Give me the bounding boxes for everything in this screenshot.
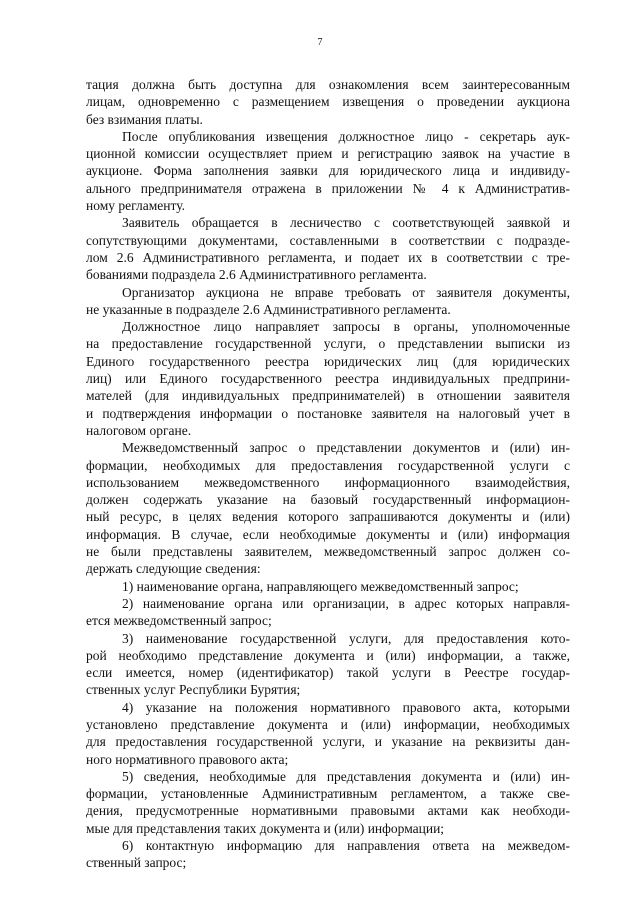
text-line: 6) контактную информацию для направления ответа на межведом- bbox=[122, 838, 570, 854]
text-line: аукционе. Форма заполнения заявки для юридического лица и индивиду- bbox=[86, 163, 570, 179]
text-line: мые для представления таких документа и (или) информации; bbox=[86, 820, 445, 836]
text-line: формации, необходимых для предоставления государственной услуги с bbox=[86, 457, 570, 473]
text-line: ального предпринимателя отражена в приложении № 4 к Административ- bbox=[86, 180, 570, 196]
text-line: лом 2.6 Административного регламента, и подает их в соответствии с тре- bbox=[86, 249, 570, 265]
paragraph bbox=[86, 837, 570, 872]
text-line: ного нормативного правового акта; bbox=[86, 751, 289, 767]
text-line: сопутствующими документами, составленными в соответствии с подразде- bbox=[86, 232, 570, 248]
text-line: 4) указание на положения нормативного правового акта, которыми bbox=[122, 699, 570, 715]
text-line: 2) наименование органа или организации, в адрес которых направля- bbox=[122, 595, 570, 611]
text-line: мателей (для индивидуальных предпринимателей) в отношении заявителя bbox=[86, 388, 570, 404]
text-line: Должностное лицо направляет запросы в органы, уполномоченные bbox=[122, 319, 570, 335]
text-line: ется межведомственный запрос; bbox=[86, 613, 272, 629]
paragraph bbox=[86, 214, 570, 283]
text-line: информация. В случае, если необходимые документы и (или) информация bbox=[86, 526, 570, 542]
text-line: Межведомственный запрос о представлении документов и (или) ин- bbox=[122, 440, 570, 456]
paragraph bbox=[86, 284, 570, 319]
paragraph bbox=[86, 439, 570, 577]
text-line: лиц) или Единого государственного реестра индивидуальных предприни- bbox=[86, 371, 570, 387]
paragraph bbox=[86, 595, 570, 630]
text-line: на предоставление государственной услуги, о представлении выписки из bbox=[86, 336, 570, 352]
text-line: тация должна быть доступна для ознакомления всем заинтересованным bbox=[86, 77, 570, 92]
page-number: 7 bbox=[317, 37, 323, 48]
text-line: налоговом органе. bbox=[86, 422, 192, 438]
text-line: без взимания платы. bbox=[86, 111, 203, 127]
text-line: После опубликования извещения должностное лицо - секретарь аук- bbox=[122, 128, 570, 144]
text-line: формации, установленные Административным регламентом, а также све- bbox=[86, 786, 570, 802]
text-line: Единого государственного реестра юридических лиц (для юридических bbox=[86, 353, 570, 369]
text-line: и подтверждения информации о постановке заявителя на налоговый учет в bbox=[86, 405, 570, 421]
text-line: рой необходимо представление документа и (или) информации, а также, bbox=[86, 647, 570, 663]
text-line: должен содержать указание на базовый государственный информацион- bbox=[86, 492, 570, 508]
paragraph bbox=[86, 768, 570, 837]
text-line: Заявитель обращается в лесничество с соответствующей заявкой и bbox=[122, 215, 570, 231]
paragraph bbox=[86, 578, 570, 595]
text-line: ный ресурс, в целях ведения которого запрашиваются документы и (или) bbox=[86, 509, 570, 525]
text-line: ционной комиссии осуществляет прием и регистрацию заявок на участие в bbox=[86, 146, 570, 162]
text-line: если имеется, номер (идентификатор) такой услуги в Реестре государ- bbox=[86, 665, 570, 681]
text-line: 1) наименование органа, направляющего межведомственный запрос; bbox=[122, 578, 519, 594]
text-line: не были представлены заявителем, межведомственный запрос должен со- bbox=[86, 544, 570, 560]
text-line: дения, предусмотренные нормативными правовыми актами как необходи- bbox=[86, 803, 570, 819]
text-line: использованием межведомственного информационного взаимодействия, bbox=[86, 474, 570, 490]
paragraph bbox=[86, 699, 570, 768]
text-line: ственный запрос; bbox=[86, 855, 187, 871]
text-line: держать следующие сведения: bbox=[86, 561, 261, 577]
text-line: 3) наименование государственной услуги, для предоставления кото- bbox=[122, 630, 570, 646]
paragraph bbox=[86, 76, 570, 128]
body-text bbox=[86, 76, 570, 872]
paragraph bbox=[86, 128, 570, 214]
text-line: не указанные в подразделе 2.6 Административного регламента. bbox=[86, 301, 451, 317]
text-line: лицам, одновременно с размещением извещения о проведении аукциона bbox=[86, 94, 570, 110]
text-line: бованиями подраздела 2.6 Административного регламента. bbox=[86, 267, 427, 283]
text-line: для предоставления государственной услуги, и указание на реквизиты дан- bbox=[86, 734, 570, 750]
text-line: ственных услуг Республики Бурятия; bbox=[86, 682, 301, 698]
text-line: 5) сведения, необходимые для представления документа и (или) ин- bbox=[122, 768, 570, 784]
text-line: установлено представление документа и (или) информации, необходимых bbox=[86, 716, 570, 732]
text-line: Организатор аукциона не вправе требовать от заявителя документы, bbox=[122, 284, 570, 300]
text-line: ному регламенту. bbox=[86, 198, 185, 214]
paragraph bbox=[86, 318, 570, 439]
paragraph bbox=[86, 630, 570, 699]
